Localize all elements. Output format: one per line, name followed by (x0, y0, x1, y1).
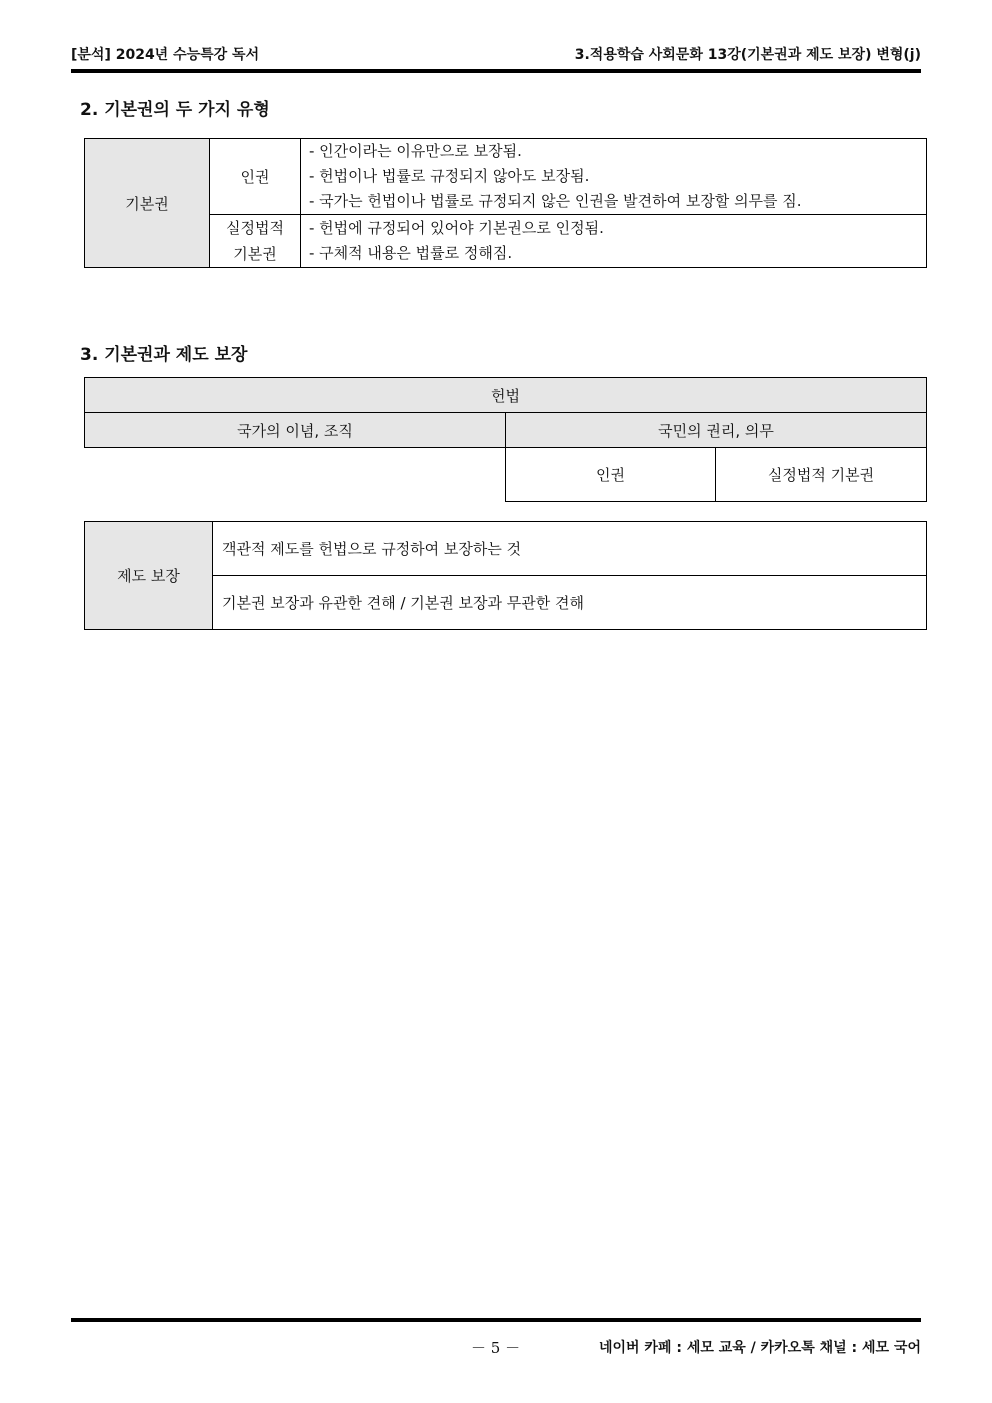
header-right: 3.적용학습 사회문화 13강(기본권과 제도 보장) 변형(j) (574, 47, 921, 63)
citizen-rights-cell: 국민의 권리, 의무 (506, 413, 927, 448)
institution-guarantee-table (84, 521, 927, 630)
institution-definition: 객관적 제도를 헌법으로 규정하여 보장하는 것 (213, 522, 927, 576)
page-number: － 5 － (471, 1339, 521, 1357)
list-item: - 구체적 내용은 법률로 정해짐. (309, 244, 513, 262)
positive-law-rights-cell: 실정법적 기본권 (716, 448, 927, 502)
list-item: - 인간이라는 이유만으로 보장됨. (309, 142, 522, 160)
constitution-structure-table (84, 377, 927, 502)
basic-rights-types-table (84, 138, 927, 268)
list-item: - 국가는 헌법이나 법률로 규정되지 않은 인권을 발견하여 보장할 의무를 짐. (309, 192, 802, 210)
empty-cell (85, 448, 506, 502)
section-3-title: 3. 기본권과 제도 보장 (80, 345, 248, 365)
state-organization-cell: 국가의 이념, 조직 (85, 413, 506, 448)
list-item: - 헌법에 규정되어 있어야 기본권으로 인정됨. (309, 219, 604, 237)
table-row (85, 215, 927, 268)
human-rights-label: 인권 (210, 139, 301, 215)
institution-views: 기본권 보장과 유관한 견해 / 기본권 보장과 무관한 견해 (213, 576, 927, 630)
header-divider (71, 69, 921, 73)
positive-law-rights-label (210, 215, 301, 268)
list-item: - 헌법이나 법률로 규정되지 않아도 보장됨. (309, 167, 590, 185)
positive-law-rights-desc (301, 215, 927, 268)
label-line: 기본권 (233, 245, 277, 263)
page-header (71, 44, 921, 66)
label-line: 실정법적 (226, 219, 284, 237)
table-row (85, 139, 927, 215)
section-2-title: 2. 기본권의 두 가지 유형 (80, 100, 270, 120)
table-row (85, 413, 927, 448)
constitution-cell: 헌법 (85, 378, 927, 413)
footer-contact: 네이버 카페 : 세모 교육 / 카카오톡 채널 : 세모 국어 (598, 1340, 921, 1356)
header-left: [분석] 2024년 수능특강 독서 (71, 47, 260, 63)
footer-divider (71, 1318, 921, 1322)
human-rights-cell: 인권 (506, 448, 716, 502)
table-row (85, 448, 927, 502)
table-row (85, 522, 927, 576)
basic-rights-label: 기본권 (85, 139, 210, 268)
human-rights-desc (301, 139, 927, 215)
institution-guarantee-label: 제도 보장 (85, 522, 213, 630)
table-row (85, 378, 927, 413)
page-footer (71, 1337, 921, 1359)
